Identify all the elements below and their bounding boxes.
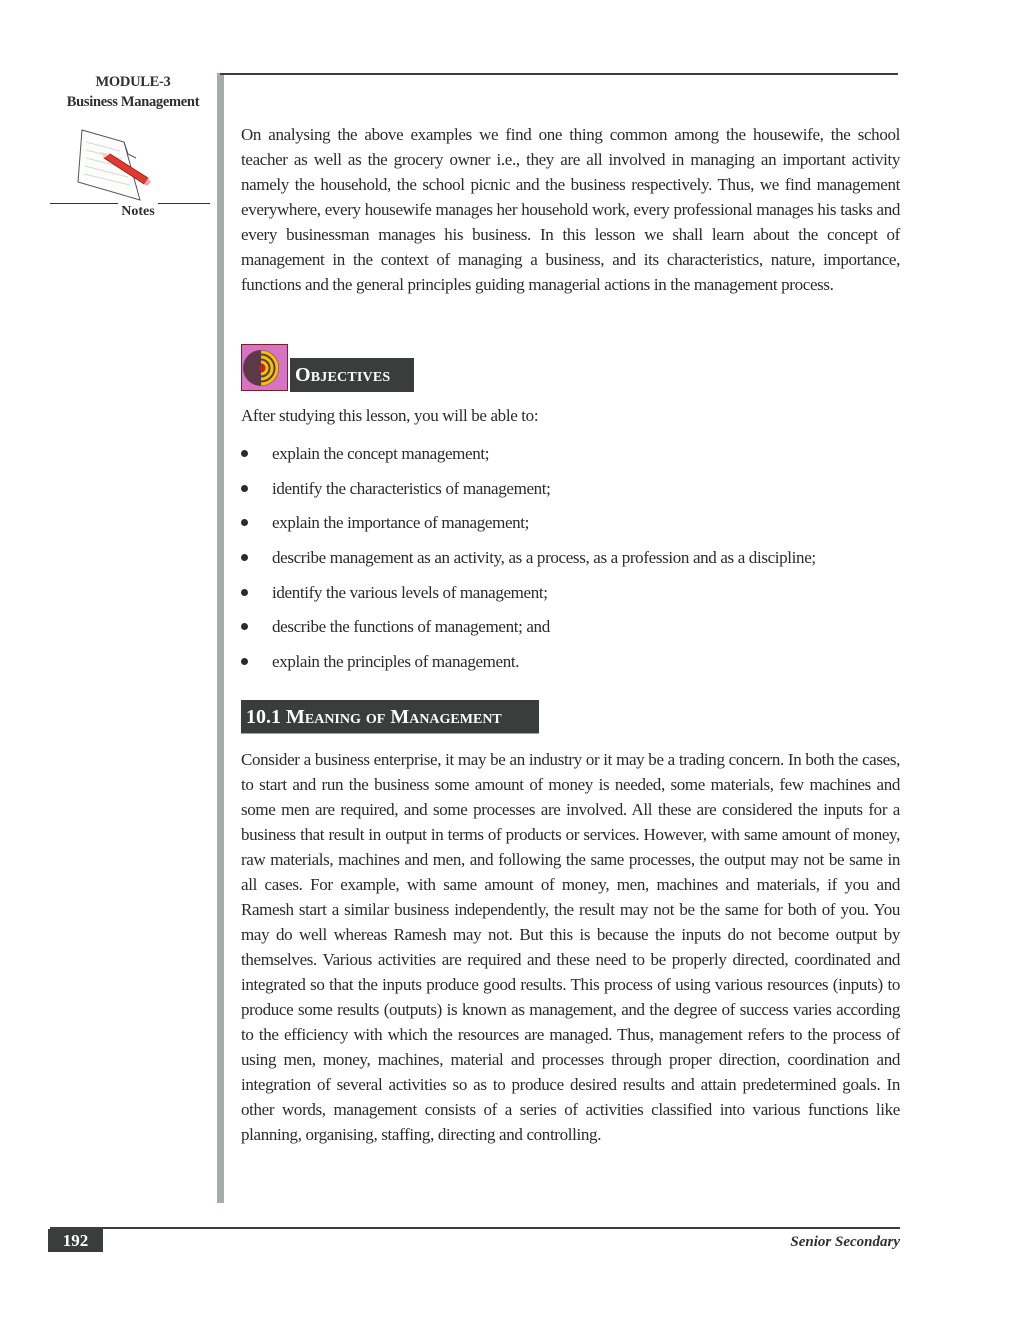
section-body bbox=[241, 747, 900, 1147]
list-item: explain the principles of management. bbox=[241, 649, 816, 684]
bullet-icon bbox=[241, 450, 248, 457]
module-number: MODULE-3 bbox=[95, 74, 171, 90]
bullet-icon bbox=[241, 658, 248, 665]
list-item: identify the various levels of management; bbox=[241, 580, 816, 615]
notepad-pencil-icon bbox=[76, 128, 156, 204]
page-number: 192 bbox=[48, 1229, 103, 1252]
bullet-icon bbox=[241, 623, 248, 630]
notes-rule bbox=[158, 203, 210, 204]
list-item: explain the concept management; bbox=[241, 441, 816, 476]
objectives-list bbox=[241, 441, 816, 684]
module-subject: Business Management bbox=[66, 94, 200, 110]
section-paragraph: Consider a business enterprise, it may be an industry or it may be a trading concern. In both the cases, to start and run the business some amount of money is needed, some materials, few machines and some men are required, and some processes are involved. All these are considered the inputs for a business that result in output in terms of products or services. However, with same amount of money, raw materials, machines and men, and following the same processes, the output may not be same in all cases. For example, with same amount of money, men, machines and materials, if you and Ramesh start a similar business independently, the result may not be the same for both of you. You may do well whereas Ramesh may not. But this is because the inputs do not become output by themselves. Various activities are required and these need to be properly directed, coordinated and integrated so that the inputs produce good results. This process of using various resources (inputs) to produce some results (outputs) is known as management, and the degree of success varies according to the efficiency with which the resources are managed. Thus, management refers to the process of using men, money, machines, material and processes through proper direction, coordination and integration of several activities so as to produce desired results and attain predetermined goals. In other words, management consists of a series of activities classified into various functions like planning, organising, staffing, directing and controlling. bbox=[241, 750, 900, 1144]
section-heading: 10.1 Meaning of Management bbox=[241, 700, 539, 734]
bullet-icon bbox=[241, 485, 248, 492]
list-item: describe the functions of management; and bbox=[241, 614, 816, 649]
bullet-icon bbox=[241, 554, 248, 561]
series-label: Senior Secondary bbox=[790, 1234, 900, 1250]
objectives-intro: After studying this lesson, you will be able to: bbox=[241, 406, 539, 425]
intro-paragraph: On analysing the above examples we find one thing common among the housewife, the school teacher as well as the grocery owner i.e., they are all involved in managing an important activity namely the household, the school picnic and the business respectively. Thus, we find management everywhere, every housewife manages her household work, every professional manages his tasks and every businessman manages his business. In this lesson we shall learn about the concept of management in the context of managing a business, and its characteristics, nature, importance, functions and the general principles guiding managerial actions in the management process. bbox=[241, 125, 900, 294]
notes-rule bbox=[50, 203, 118, 204]
list-item: describe management as an activity, as a process, as a profession and as a discipline; bbox=[241, 545, 816, 580]
target-icon bbox=[241, 344, 288, 391]
list-item: identify the characteristics of management; bbox=[241, 476, 816, 511]
notes-label: Notes bbox=[121, 204, 155, 219]
list-item: explain the importance of management; bbox=[241, 510, 816, 545]
intro-section bbox=[241, 122, 900, 297]
top-rule bbox=[220, 73, 898, 75]
bullet-icon bbox=[241, 589, 248, 596]
bullet-icon bbox=[241, 519, 248, 526]
margin-bar bbox=[217, 73, 224, 1203]
objectives-title: Objectives bbox=[290, 358, 414, 392]
module-header bbox=[40, 72, 226, 112]
footer-rule bbox=[50, 1227, 900, 1229]
